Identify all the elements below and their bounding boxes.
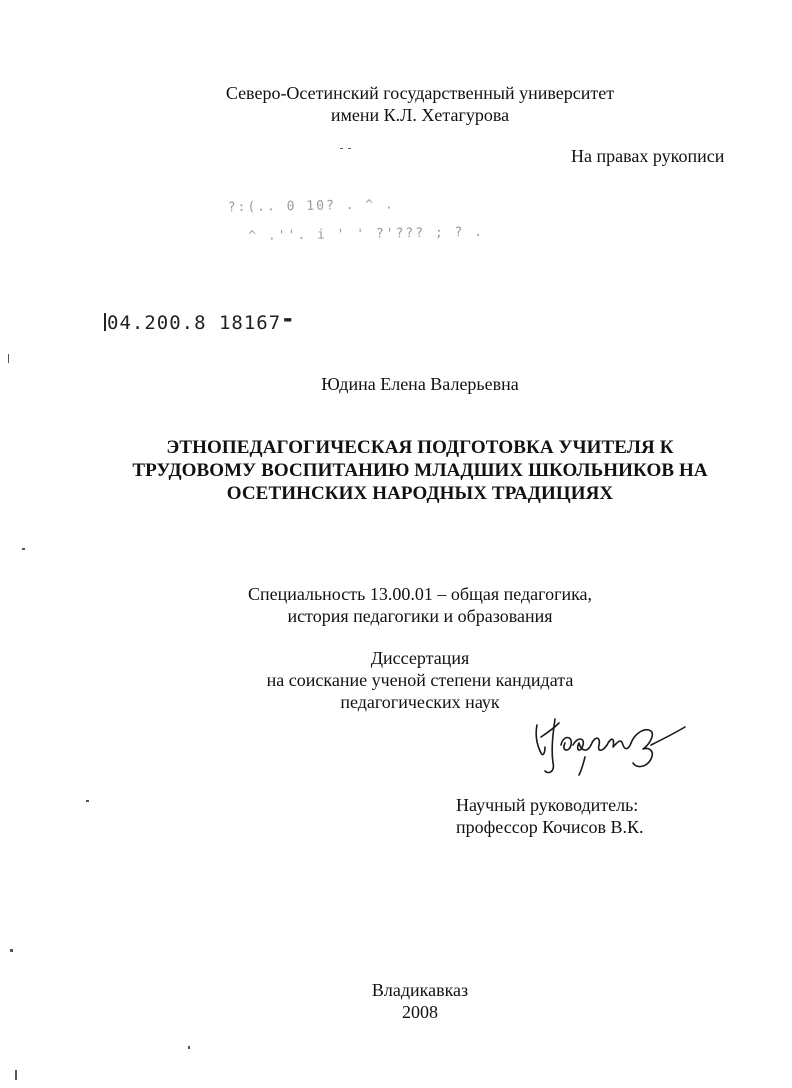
title-line-3: ОСЕТИНСКИХ НАРОДНЫХ ТРАДИЦИЯХ: [226, 483, 614, 504]
archive-number: 04.200.8 18167: [107, 312, 282, 334]
university-line-1: Северо-Осетинский государственный университет: [225, 83, 615, 103]
scan-speck: [22, 548, 25, 550]
dissertation-title: [0, 436, 792, 505]
degree-statement: [0, 647, 792, 713]
degree-line-3: педагогических наук: [340, 692, 500, 712]
scan-speck: [10, 949, 13, 952]
scan-speck: [188, 1046, 190, 1049]
signature: [525, 705, 695, 780]
year: 2008: [402, 1002, 438, 1022]
degree-line-1: Диссертация: [370, 648, 470, 668]
degree-line-2: на соискание ученой степени кандидата: [266, 670, 574, 690]
faint-stamp-line-2: ^ .''. i ' ' ?'??? ; ? .: [248, 224, 485, 244]
archive-number-stamp: [104, 312, 292, 334]
supervisor: [456, 794, 644, 838]
scan-speck: [86, 800, 89, 802]
scan-speck: [8, 354, 9, 363]
stamp-bar-mark: [104, 313, 106, 331]
footer-place-year: [0, 979, 792, 1023]
university-name: [0, 82, 792, 126]
specialty-line-1: Специальность 13.00.01 – общая педагогика,: [247, 584, 593, 604]
faint-library-stamp: [228, 196, 485, 244]
stamp-tick-mark: ▬: [284, 312, 293, 326]
scan-speck: [340, 148, 343, 149]
supervisor-line-1: Научный руководитель:: [456, 795, 639, 815]
author-name: Юдина Елена Валерьевна: [321, 374, 519, 394]
university-line-2: имени К.Л. Хетагурова: [330, 105, 510, 125]
scan-speck: [348, 148, 351, 149]
specialty-line-2: история педагогики и образования: [287, 606, 553, 626]
supervisor-line-2: профессор Кочисов В.К.: [456, 817, 644, 837]
specialty: [0, 583, 792, 627]
title-line-2: ТРУДОВОМУ ВОСПИТАНИЮ МЛАДШИХ ШКОЛЬНИКОВ НА: [132, 460, 708, 481]
manuscript-note: На правах рукописи: [571, 146, 725, 166]
city: Владикавказ: [371, 980, 469, 1000]
title-line-1: ЭТНОПЕДАГОГИЧЕСКАЯ ПОДГОТОВКА УЧИТЕЛЯ К: [166, 437, 674, 458]
faint-stamp-line-1: ?:(.. 0 10? . ^ .: [227, 197, 395, 216]
scan-speck: [15, 1070, 17, 1080]
